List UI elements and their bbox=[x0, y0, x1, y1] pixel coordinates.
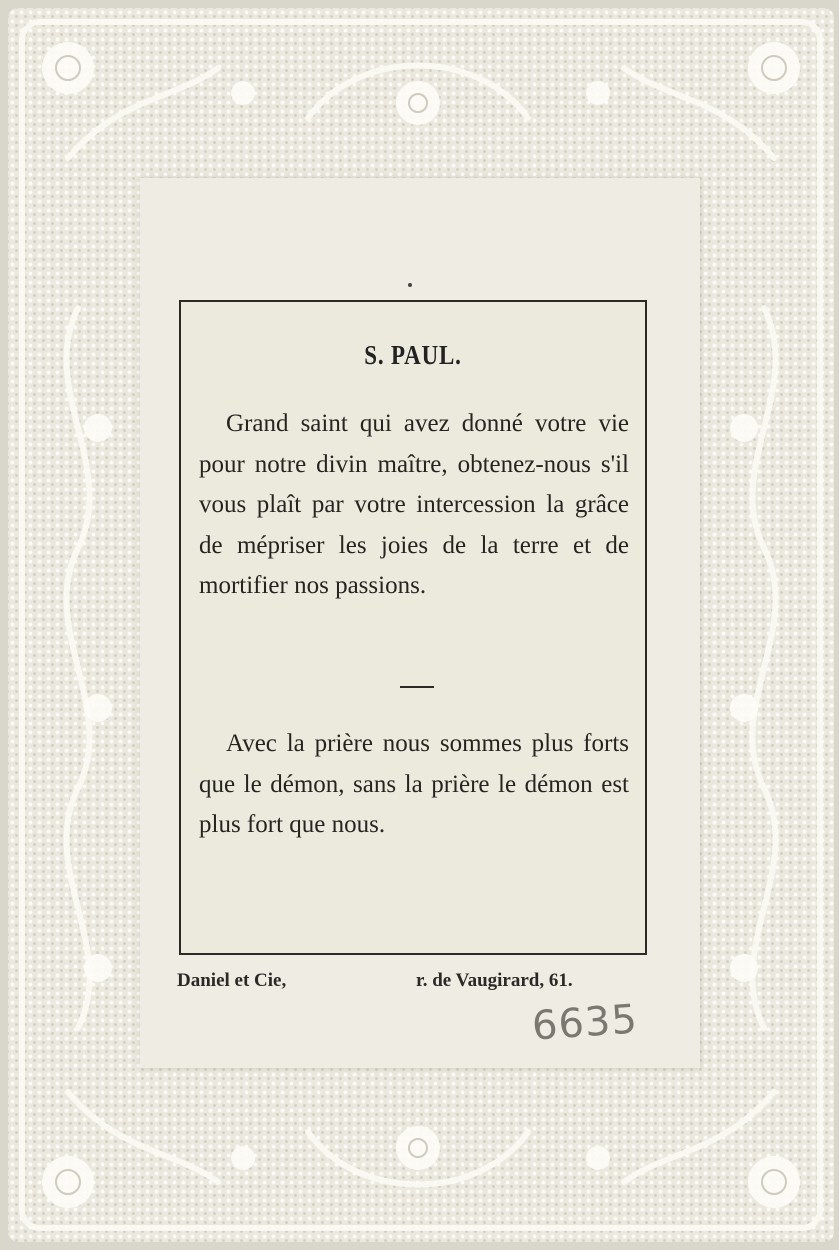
prayer-paragraph: Grand saint qui avez donné votre vie pour notre divin maître, obtenez-nous s'il vous plaît par votre intercession la grâce de mépriser les joies de la terre et de mortifier nos passions. bbox=[199, 410, 629, 599]
card-title: S. PAUL. bbox=[364, 340, 462, 370]
text-frame bbox=[179, 300, 647, 955]
separator-dash bbox=[400, 686, 434, 688]
handwritten-inventory-number: 6635 bbox=[530, 996, 640, 1050]
publisher-name: Daniel et Cie, bbox=[177, 970, 287, 991]
quote-paragraph: Avec la prière nous sommes plus forts que le démon, sans la prière le démon est plus fort que nous. bbox=[199, 730, 629, 838]
publisher-address: r. de Vaugirard, 61. bbox=[416, 970, 573, 991]
ink-dot bbox=[408, 283, 412, 287]
